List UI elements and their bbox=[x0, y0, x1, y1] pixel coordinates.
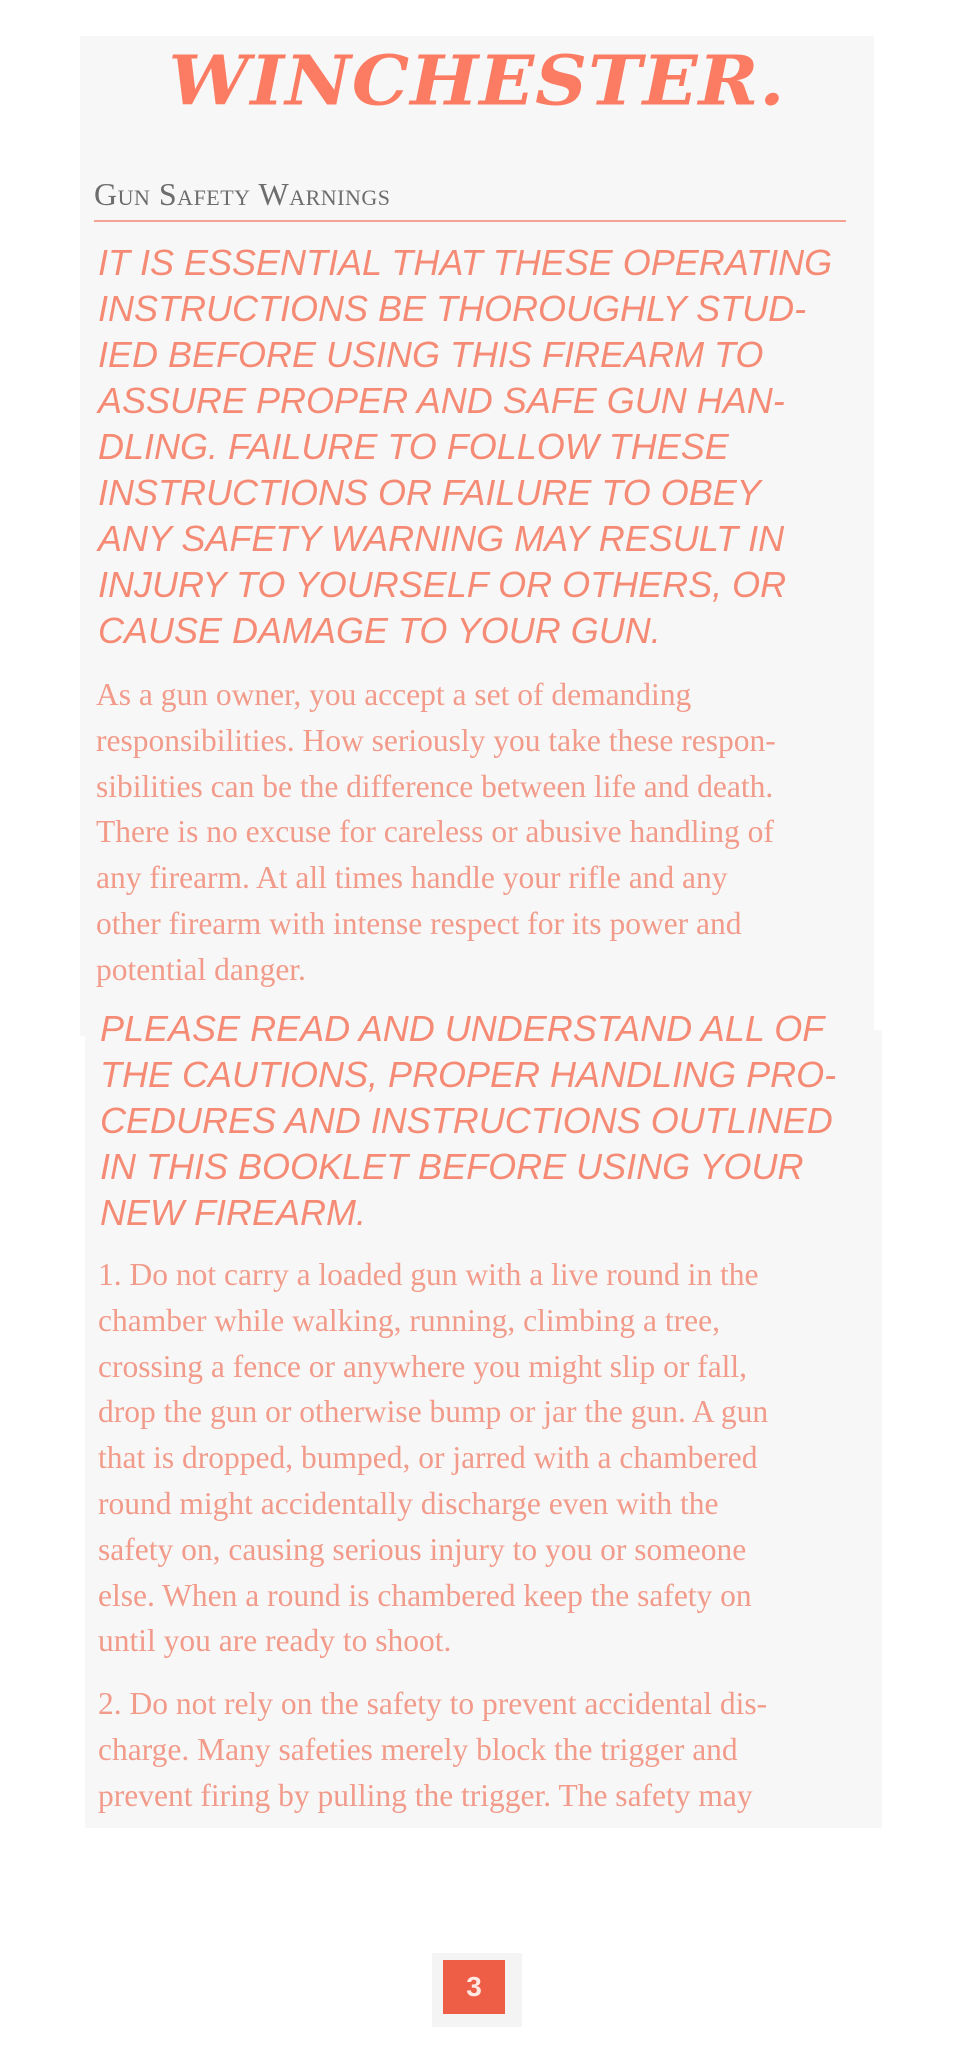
warning-essential-instructions: IT IS ESSENTIAL THAT THESE OPERATING INSTRUCTIONS BE THOROUGHLY STUD- IED BEFORE USING THIS FIREARM TO ASSURE PROPER AND SAFE GUN HAN- DLING. FAILURE TO FOLLOW THESE INSTRUCTIONS OR FAILURE TO OBEY ANY SAFETY WARNING MAY RESULT IN INJURY TO YOURSELF OR OTHERS, OR CAUSE DAMAGE TO YOUR GUN. bbox=[98, 242, 833, 651]
page-number: 3 bbox=[443, 1960, 505, 2014]
warning-read-and-understand: PLEASE READ AND UNDERSTAND ALL OF THE CAUTIONS, PROPER HANDLING PRO- CEDURES AND INSTRUCTIONS OUTLINED IN THIS BOOKLET BEFORE USING YOUR NEW FIREARM. bbox=[100, 1008, 837, 1233]
section-divider bbox=[94, 220, 846, 222]
winchester-logo: WINCHESTER. bbox=[168, 40, 786, 121]
safety-rule-1: 1. Do not carry a loaded gun with a live round in the chamber while walking, running, climbing a tree, crossing a fence or anywhere you might slip or fall, drop the gun or otherwise bump or jar the gun. A gun that is dropped, bumped, or jarred with a chambered round might accidentally discharge even with the safety on, causing serious injury to you or someone else. When a round is chambered keep the safety on until you are ready to shoot. bbox=[98, 1257, 769, 1659]
safety-rule-2: 2. Do not rely on the safety to prevent accidental dis- charge. Many safeties merely block the trigger and prevent firing by pulling the trigger. The safety may bbox=[98, 1686, 768, 1813]
responsibilities-paragraph: As a gun owner, you accept a set of demanding responsibilities. How seriously you take these respon- sibilities can be the difference between life and death. There is no excuse for careless or abusive handling of any firearm. At all times handle your rifle and any other firearm with intense respect for its power and potential danger. bbox=[96, 677, 776, 987]
section-title: Gun Safety Warnings bbox=[94, 176, 391, 212]
